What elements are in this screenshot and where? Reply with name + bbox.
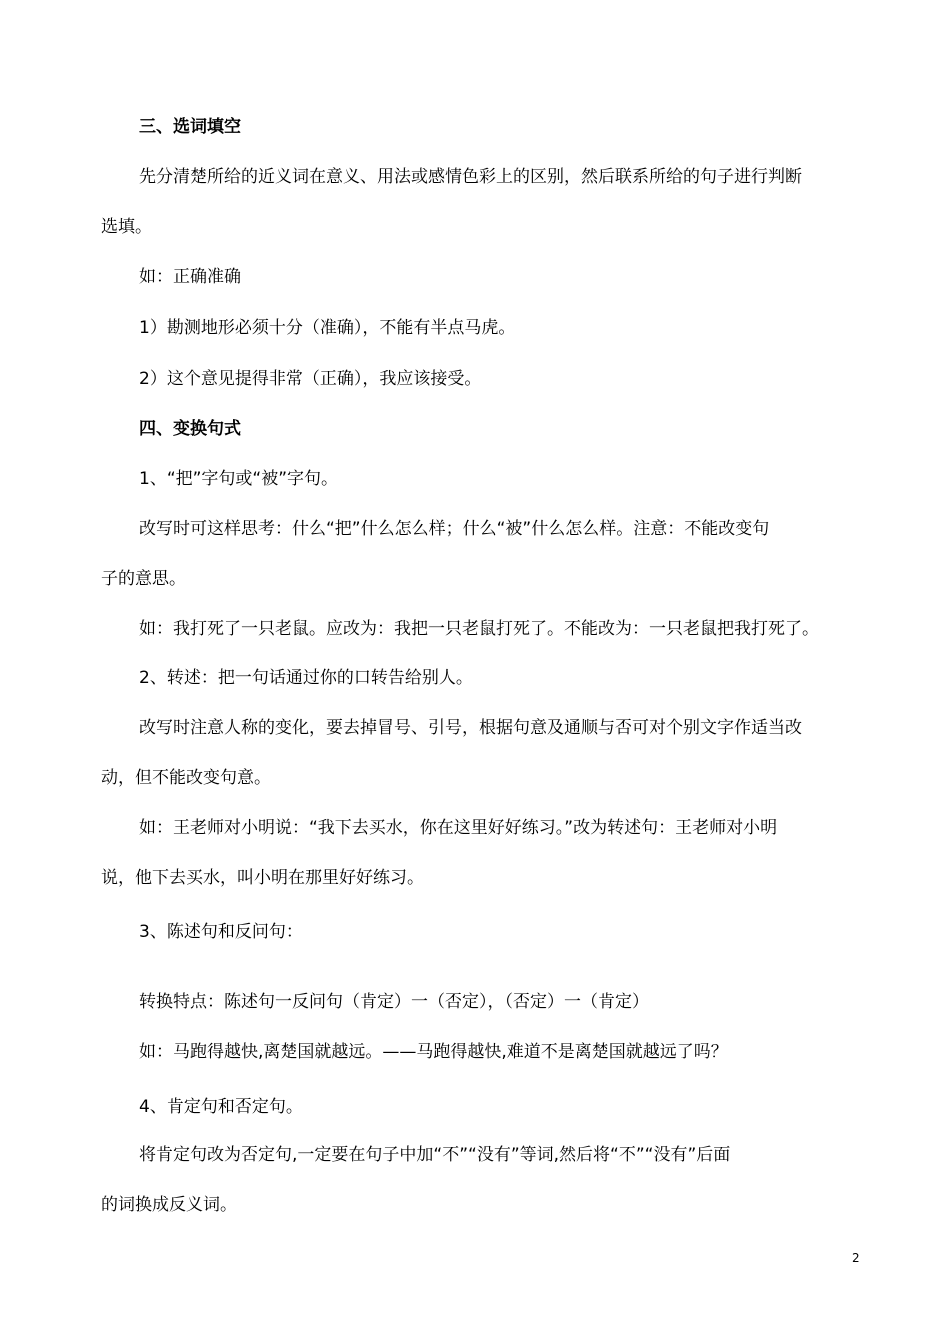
example-line: 1）勘测地形必须十分（准确），不能有半点马虎。 [139, 318, 516, 338]
paragraph-line: 先分清楚所给的近义词在意义、用法或感情色彩上的区别，然后联系所给的句子进行判断 [139, 167, 802, 187]
example-line: 如：王老师对小明说：“我下去买水，你在这里好好练习。”改为转述句：王老师对小明 [139, 818, 778, 838]
paragraph-line: 选填。 [101, 217, 152, 237]
paragraph-line: 动，但不能改变句意。 [101, 768, 271, 788]
paragraph-line: 将肯定句改为否定句,一定要在句子中加“不”“没有”等词,然后将“不”“没有”后面 [139, 1145, 731, 1165]
subsection-title: 2、转述：把一句话通过你的口转告给别人。 [139, 668, 473, 688]
paragraph-line: 子的意思。 [101, 569, 186, 589]
page-number: 2 [852, 1251, 860, 1265]
paragraph-line: 改写时可这样思考：什么“把”什么怎么样；什么“被”什么怎么样。注意：不能改变句 [139, 519, 770, 539]
paragraph-line: 的词换成反义词。 [101, 1195, 237, 1215]
example-line: 如：我打死了一只老鼠。应改为：我把一只老鼠打死了。不能改为：一只老鼠把我打死了。 [139, 619, 819, 639]
section-heading-transform-sentences: 四、变换句式 [139, 419, 241, 439]
example-line: 如：马跑得越快,离楚国就越远。——马跑得越快,难道不是离楚国就越远了吗？ [139, 1042, 728, 1062]
section-heading-fill-in-words: 三、选词填空 [139, 117, 241, 137]
example-line: 说，他下去买水，叫小明在那里好好练习。 [101, 868, 424, 888]
subsection-title: 3、陈述句和反问句： [139, 922, 303, 942]
example-line: 2）这个意见提得非常（正确），我应该接受。 [139, 369, 482, 389]
paragraph-line: 转换特点：陈述句一反问句（肯定）一（否定），（否定）一（肯定） [139, 992, 649, 1012]
paragraph-line: 改写时注意人称的变化，要去掉冒号、引号，根据句意及通顺与否可对个别文字作适当改 [139, 718, 802, 738]
subsection-title: 1、“把”字句或“被”字句。 [139, 469, 339, 489]
subsection-title: 4、肯定句和否定句。 [139, 1097, 303, 1117]
example-line: 如：正确准确 [139, 267, 241, 287]
